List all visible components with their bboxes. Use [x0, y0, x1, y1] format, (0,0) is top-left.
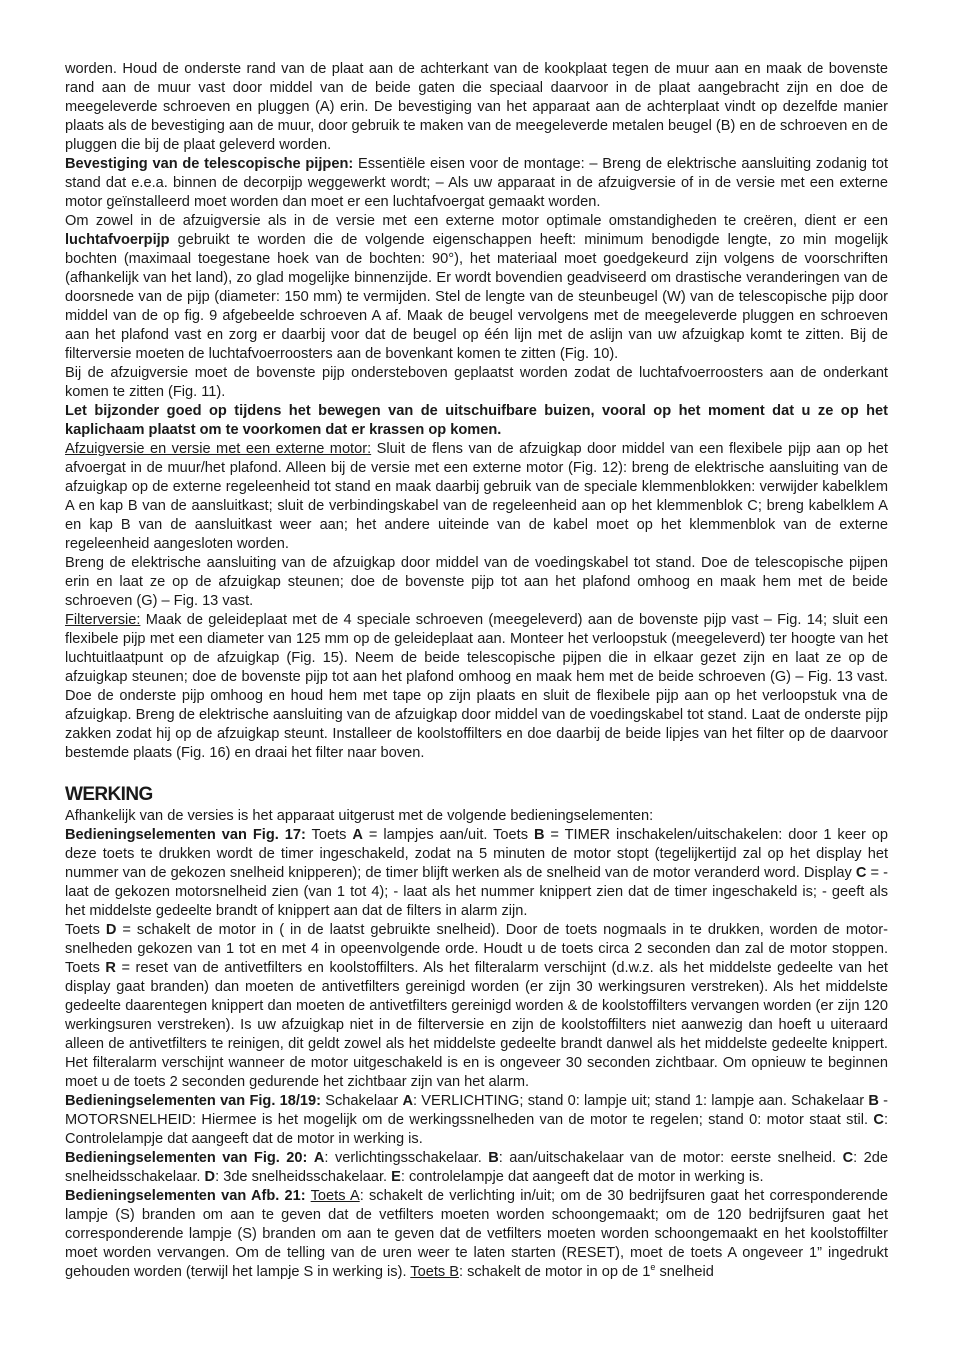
paragraph-extraction-version: Bij de afzuigversie moet de bovenste pijp ondersteboven geplaatst worden zodat de luchtafvoerroosters aan de onderkant komen te zitten (Fig. 11). [65, 365, 888, 400]
paragraph-telescopic-pipes: Bevestiging van de telescopische pijpen: Essentiële eisen voor de montage: – Breng de elektrische aansluiting zodanig tot stand dat e.e.a. binnen de decorpijp weggewerkt wordt; – Als uw apparaat in de afzuigversie of in de versie met een externe motor geïnstalleerd moet worden dan moet er een luchtafvoergat gemaakt worden. [65, 156, 888, 210]
paragraph-exhaust-pipe: Om zowel in de afzuigversie als in de versie met een externe motor optimale omstandigheden te creëren, dient er een luchtafvoerpijp gebruikt te worden die de volgende eigenschappen heeft: minimum benodigde lengte, zo min mogelijk bochten (maximaal toegestane hoek van de bochten: 90°), het materiaal moet goedgekeurd zijn volgens de voorschriften (afhankelijk van het land), zo glad mogelijke binnenzijde. Er wordt bovendien geadviseerd om drastische veranderingen van de doorsnede van de pijp (diameter: 150 mm) te vermijden. Stel de lengte van de steunbeugel (W) van de telescopische pijp door middel van de op fig. 9 afgebeelde schroeven A af. Maak de beugel vervolgens met de meegeleverde pluggen en schroeven aan het plafond vast en zorg er daarbij voor dat de beugel op één lijn met de aslijn van uw afzuigkap komt te zitten. Bij de filterversie moeten de luchtafvoerroosters aan de bovenkant komen te zitten (Fig. 10). [65, 213, 888, 362]
warning-text: Let bijzonder goed op tijdens het bewegen van de uitschuifbare buizen, vooral op het moment dat u ze op het kaplichaam plaatst om te voorkomen dat er krassen op komen. [65, 403, 888, 438]
bold-lead: Bevestiging van de telescopische pijpen: [65, 156, 354, 172]
bold-lead: Bedieningselementen van Afb. 21: [65, 1188, 306, 1204]
paragraph-warning [65, 402, 888, 440]
bold-term: luchtafvoerpijp [65, 232, 170, 248]
underlined-lead: Afzuigversie en versie met een externe motor: [65, 441, 372, 457]
bold-lead: Bedieningselementen van Fig. 20: [65, 1150, 308, 1166]
paragraph-controls-keys: Toets D = schakelt de motor in ( in de laatst gebruikte snelheid). Door de toets nogmaals in te drukken, worden de motor-snelheden gekozen van 1 tot en met 4 in opeenvolgende orde. Houdt u de toets circa 2 seconden dan zal de motor stoppen. Toets R = reset van de antivetfilters en koolstoffilters. Als het filteralarm verschijnt (d.w.z. als het middelste gedeelte van het display gaat branden) dan moeten de antivetfilters gereinigd worden (er zijn 30 werkingsuren verstreken). Als het middelste gedeelte daarentegen knippert dan moeten de antivetfilters gereinigd worden & de koolstoffilters vervangen worden (er zijn 120 werkingsuren verstreken). Is uw afzuigkap niet in de filterversie en zijn de koolstoffilters niet aanwezig dan hoeft u uiteraard alleen de antivetfilters te reinigen, dit geldt zowel als het middelste gedeelte brandt danwel als het middelste gedeelte knippert. Het filteralarm verschijnt wanneer de motor uitgeschakeld is en is ongeveer 30 seconden zichtbaar. Om opnieuw te beginnen moet u de toets 2 seconden gedurende het zichtbaar zijn van het alarm. [65, 922, 888, 1090]
paragraph-controls-fig18-19: Bedieningselementen van Fig. 18/19: Schakelaar A: VERLICHTING; stand 0: lampje uit; stand 1: lampje aan. Schakelaar B - MOTORSNELHEID: Hiermee is het mogelijk om de werkingssnelheden van de motor te regelen; stand 0: motor staat stil. C: Controlelampje dat aangeeft dat de motor in werking is. [65, 1093, 888, 1147]
paragraph-controls-afb21: Bedieningselementen van Afb. 21: Toets A: schakelt de verlichting in/uit; om de 30 bedrijfsuren gaat het corresponderende lampje (S) branden om aan te geven dat de vetfilters moeten worden schoongemaakt; om de 120 bedrijfsuren gaat het corresponderende lampje (S) branden om aan te geven dat de vetfilters moeten worden schoongemaakt en het koolstoffilter moet worden vervangen. Om de telling van de uren weer te laten starten (RESET), moet de toets A ongeveer 1” ingedrukt gehouden worden (terwijl het lampje S in werking is). Toets B: schakelt de motor in op de 1e snelheid [65, 1188, 888, 1280]
section-heading: WERKING [65, 784, 153, 805]
paragraph-wall-mounting: worden. Houd de onderste rand van de plaat aan de achterkant van de kookplaat tegen de muur aan en maak de bovenste rand aan de muur vast door middel van de beide gaten die speciaal daarvoor in de plaat aangebracht zijn en doe de meegeleverde schroeven en pluggen (A) erin. De bevestiging van het apparaat aan de achterplaat vindt op dezelfde manier plaats als de bevestiging aan de muur, door gebruik te maken van de meegeleverde metalen beugel (B) en de schroeven en de pluggen die bij de plaat geleverd worden. [65, 61, 888, 153]
paragraph-controls-fig20: Bedieningselementen van Fig. 20: A: verlichtingsschakelaar. B: aan/uitschakelaar van de motor: eerste snelheid. C: 2de snelheidsschakelaar. D: 3de snelheidsschakelaar. E: controlelampje dat aangeeft dat de motor in werking is. [65, 1150, 888, 1185]
paragraph-filter-version: Filterversie: Maak de geleideplaat met de 4 speciale schroeven (meegeleverd) aan de bovenste pijp vast – Fig. 14; sluit een flexibele pijp met een diameter van 125 mm op de geleideplaat aan. Monteer het verloopstuk (meegeleverd) ter hoogte van het luchtuitlaatpunt op de afzuigkap (Fig. 15). Neem de beide telescopische pijpen die in elkaar gezet zijn en laat ze op de afzuigkap steunen; doe de bovenste pijp tot aan het plafond omhoog en maak hem met de beide schroeven (G) – Fig. 13 vast. Doe de onderste pijp omhoog en houd hem met tape op zijn plaats en sluit de flexibele pijp aan op het verloopstuk vna de afzuigkap. Breng de elektrische aansluiting van de afzuigkap door middel van de voedingskabel tot stand. Laat de onderste pijp zakken zodat hij op de afzuigkap steunt. Installeer de koolstoffilters en doe daarbij de beide lipjes van het filter op de daarvoor bestemde plaats (Fig. 16) en draai het filter naar boven. [65, 612, 888, 761]
paragraph-external-motor: Afzuigversie en versie met een externe motor: Sluit de flens van de afzuigkap door middel van een flexibele pijp aan op het afvoergat in de muur/het plafond. Alleen bij de versie met een externe motor (Fig. 12): breng de elektrische aansluiting van de afzuigkap op de externe regeleenheid tot stand en maak daarbij gebruik van de speciale klemmenblokken: verwijder kabelklem A en kap B van de aansluitkast; sluit de verbindingskabel van de regeleenheid aan op het klemmenblok C; breng kabelklem A en kap B van de aansluitkast weer aan; het andere uiteinde van de kabel moet op het klemmenblok van de externe regeleenheid aangesloten worden. [65, 441, 888, 552]
paragraph-intro: Afhankelijk van de versies is het apparaat uitgerust met de volgende bedieningselementen: [65, 808, 654, 824]
bold-lead: Bedieningselementen van Fig. 18/19: [65, 1093, 321, 1109]
paragraph-electrical-connection: Breng de elektrische aansluiting van de afzuigkap door middel van de voedingskabel tot stand. Doe de telescopische pijpen erin en laat ze op de afzuigkap steunen; doe de bovenste pijp tot aan het plafond omhoog en maak hem met de beide schroeven (G) – Fig. 13 vast. [65, 555, 888, 609]
paragraph-controls-fig17: Bedieningselementen van Fig. 17: Toets A = lampjes aan/uit. Toets B = TIMER inschakelen/uitschakelen: door 1 keer op deze toets te drukken wordt de timer ingeschakeld, zodat na 5 minuten de motor stopt (tegelijkertijd zal op het display het nummer van de gekozen snelheid knipperen); de timer blijft werken als de snelheid van de motor veranderd word. Display C = - laat de gekozen motorsnelheid zien (van 1 tot 4); - laat als het nummer knippert zien dat de timer ingeschakeld is; - geeft als het middelste gedeelte brandt of knippert aan dat de filters in alarm zijn. [65, 827, 888, 919]
bold-lead: Bedieningselementen van Fig. 17: [65, 827, 306, 843]
underlined-lead: Filterversie: [65, 612, 141, 628]
